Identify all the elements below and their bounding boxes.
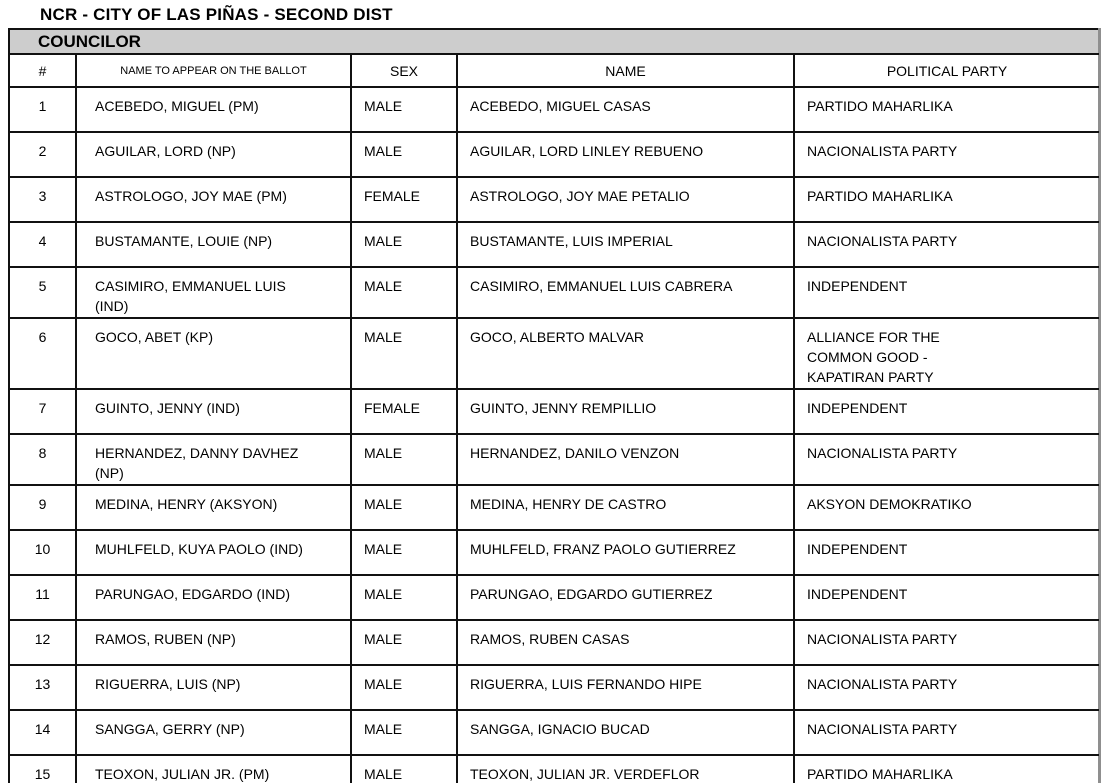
row-number-cell: 9: [9, 485, 76, 530]
ballot-name-cell: ACEBEDO, MIGUEL (PM): [76, 87, 351, 132]
row-number-cell: 10: [9, 530, 76, 575]
full-name-cell: ACEBEDO, MIGUEL CASAS: [457, 87, 794, 132]
column-header-number: #: [9, 54, 76, 87]
full-name-cell: MUHLFELD, FRANZ PAOLO GUTIERREZ: [457, 530, 794, 575]
ballot-name-cell: MUHLFELD, KUYA PAOLO (IND): [76, 530, 351, 575]
row-number-cell: 12: [9, 620, 76, 665]
ballot-name-cell: RAMOS, RUBEN (NP): [76, 620, 351, 665]
table-row: [9, 389, 1099, 434]
full-name-cell: RIGUERRA, LUIS FERNANDO HIPE: [457, 665, 794, 710]
full-name-cell: BUSTAMANTE, LUIS IMPERIAL: [457, 222, 794, 267]
full-name-cell: MEDINA, HENRY DE CASTRO: [457, 485, 794, 530]
table-row: [9, 132, 1099, 177]
ballot-name-cell: PARUNGAO, EDGARDO (IND): [76, 575, 351, 620]
page-title: NCR - CITY OF LAS PIÑAS - SECOND DIST: [40, 5, 393, 24]
candidate-table: [8, 28, 1101, 783]
party-cell: NACIONALISTA PARTY: [794, 710, 1099, 755]
section-header-label: COUNCILOR: [38, 31, 141, 51]
full-name-cell: GOCO, ALBERTO MALVAR: [457, 318, 794, 389]
table-row: [9, 267, 1099, 318]
sex-cell: MALE: [351, 485, 457, 530]
table-row: [9, 710, 1099, 755]
full-name-cell: PARUNGAO, EDGARDO GUTIERREZ: [457, 575, 794, 620]
party-cell: PARTIDO MAHARLIKA: [794, 177, 1099, 222]
row-number-cell: 1: [9, 87, 76, 132]
full-name-cell: RAMOS, RUBEN CASAS: [457, 620, 794, 665]
sex-cell: FEMALE: [351, 389, 457, 434]
sex-cell: MALE: [351, 620, 457, 665]
table-row: [9, 755, 1099, 783]
ballot-name-cell: MEDINA, HENRY (AKSYON): [76, 485, 351, 530]
row-number-cell: 6: [9, 318, 76, 389]
party-cell: ALLIANCE FOR THE COMMON GOOD - KAPATIRAN PARTY: [794, 318, 1099, 389]
party-cell: AKSYON DEMOKRATIKO: [794, 485, 1099, 530]
party-cell: INDEPENDENT: [794, 267, 1099, 318]
party-cell: INDEPENDENT: [794, 575, 1099, 620]
sex-cell: MALE: [351, 665, 457, 710]
party-cell: INDEPENDENT: [794, 530, 1099, 575]
sex-cell: MALE: [351, 222, 457, 267]
ballot-name-cell: GUINTO, JENNY (IND): [76, 389, 351, 434]
row-number-cell: 15: [9, 755, 76, 783]
sex-cell: MALE: [351, 530, 457, 575]
ballot-name-cell: BUSTAMANTE, LOUIE (NP): [76, 222, 351, 267]
table-row: [9, 318, 1099, 389]
ballot-name-cell: ASTROLOGO, JOY MAE (PM): [76, 177, 351, 222]
table-row: [9, 222, 1099, 267]
table-row: [9, 620, 1099, 665]
sex-cell: MALE: [351, 318, 457, 389]
ballot-name-cell: CASIMIRO, EMMANUEL LUIS (IND): [76, 267, 351, 318]
ballot-name-cell: SANGGA, GERRY (NP): [76, 710, 351, 755]
row-number-cell: 7: [9, 389, 76, 434]
full-name-cell: HERNANDEZ, DANILO VENZON: [457, 434, 794, 485]
party-cell: PARTIDO MAHARLIKA: [794, 755, 1099, 783]
candidate-list-table: [8, 53, 1099, 783]
party-cell: NACIONALISTA PARTY: [794, 620, 1099, 665]
column-header-sex: SEX: [351, 54, 457, 87]
table-row: [9, 177, 1099, 222]
full-name-cell: AGUILAR, LORD LINLEY REBUENO: [457, 132, 794, 177]
party-cell: NACIONALISTA PARTY: [794, 665, 1099, 710]
table-header-row: [9, 54, 1099, 87]
table-row: [9, 530, 1099, 575]
table-row: [9, 434, 1099, 485]
row-number-cell: 11: [9, 575, 76, 620]
table-row: [9, 485, 1099, 530]
ballot-name-cell: GOCO, ABET (KP): [76, 318, 351, 389]
row-number-cell: 8: [9, 434, 76, 485]
full-name-cell: ASTROLOGO, JOY MAE PETALIO: [457, 177, 794, 222]
ballot-name-cell: RIGUERRA, LUIS (NP): [76, 665, 351, 710]
candidate-table-body: [9, 87, 1099, 783]
ballot-name-cell: AGUILAR, LORD (NP): [76, 132, 351, 177]
row-number-cell: 5: [9, 267, 76, 318]
row-number-cell: 3: [9, 177, 76, 222]
sex-cell: MALE: [351, 132, 457, 177]
sex-cell: MALE: [351, 434, 457, 485]
party-cell: INDEPENDENT: [794, 389, 1099, 434]
row-number-cell: 13: [9, 665, 76, 710]
ballot-name-cell: TEOXON, JULIAN JR. (PM): [76, 755, 351, 783]
ballot-name-cell: HERNANDEZ, DANNY DAVHEZ (NP): [76, 434, 351, 485]
sex-cell: MALE: [351, 87, 457, 132]
sex-cell: MALE: [351, 710, 457, 755]
party-cell: NACIONALISTA PARTY: [794, 222, 1099, 267]
section-header-band: [8, 28, 1098, 53]
party-cell: PARTIDO MAHARLIKA: [794, 87, 1099, 132]
column-header-name: NAME: [457, 54, 794, 87]
table-row: [9, 575, 1099, 620]
sex-cell: MALE: [351, 575, 457, 620]
party-cell: NACIONALISTA PARTY: [794, 434, 1099, 485]
full-name-cell: TEOXON, JULIAN JR. VERDEFLOR: [457, 755, 794, 783]
sex-cell: MALE: [351, 267, 457, 318]
sex-cell: FEMALE: [351, 177, 457, 222]
full-name-cell: SANGGA, IGNACIO BUCAD: [457, 710, 794, 755]
full-name-cell: GUINTO, JENNY REMPILLIO: [457, 389, 794, 434]
full-name-cell: CASIMIRO, EMMANUEL LUIS CABRERA: [457, 267, 794, 318]
column-header-party: POLITICAL PARTY: [794, 54, 1099, 87]
column-header-ballot-name: NAME TO APPEAR ON THE BALLOT: [76, 54, 351, 87]
party-cell: NACIONALISTA PARTY: [794, 132, 1099, 177]
row-number-cell: 14: [9, 710, 76, 755]
row-number-cell: 2: [9, 132, 76, 177]
table-row: [9, 87, 1099, 132]
row-number-cell: 4: [9, 222, 76, 267]
sex-cell: MALE: [351, 755, 457, 783]
table-row: [9, 665, 1099, 710]
